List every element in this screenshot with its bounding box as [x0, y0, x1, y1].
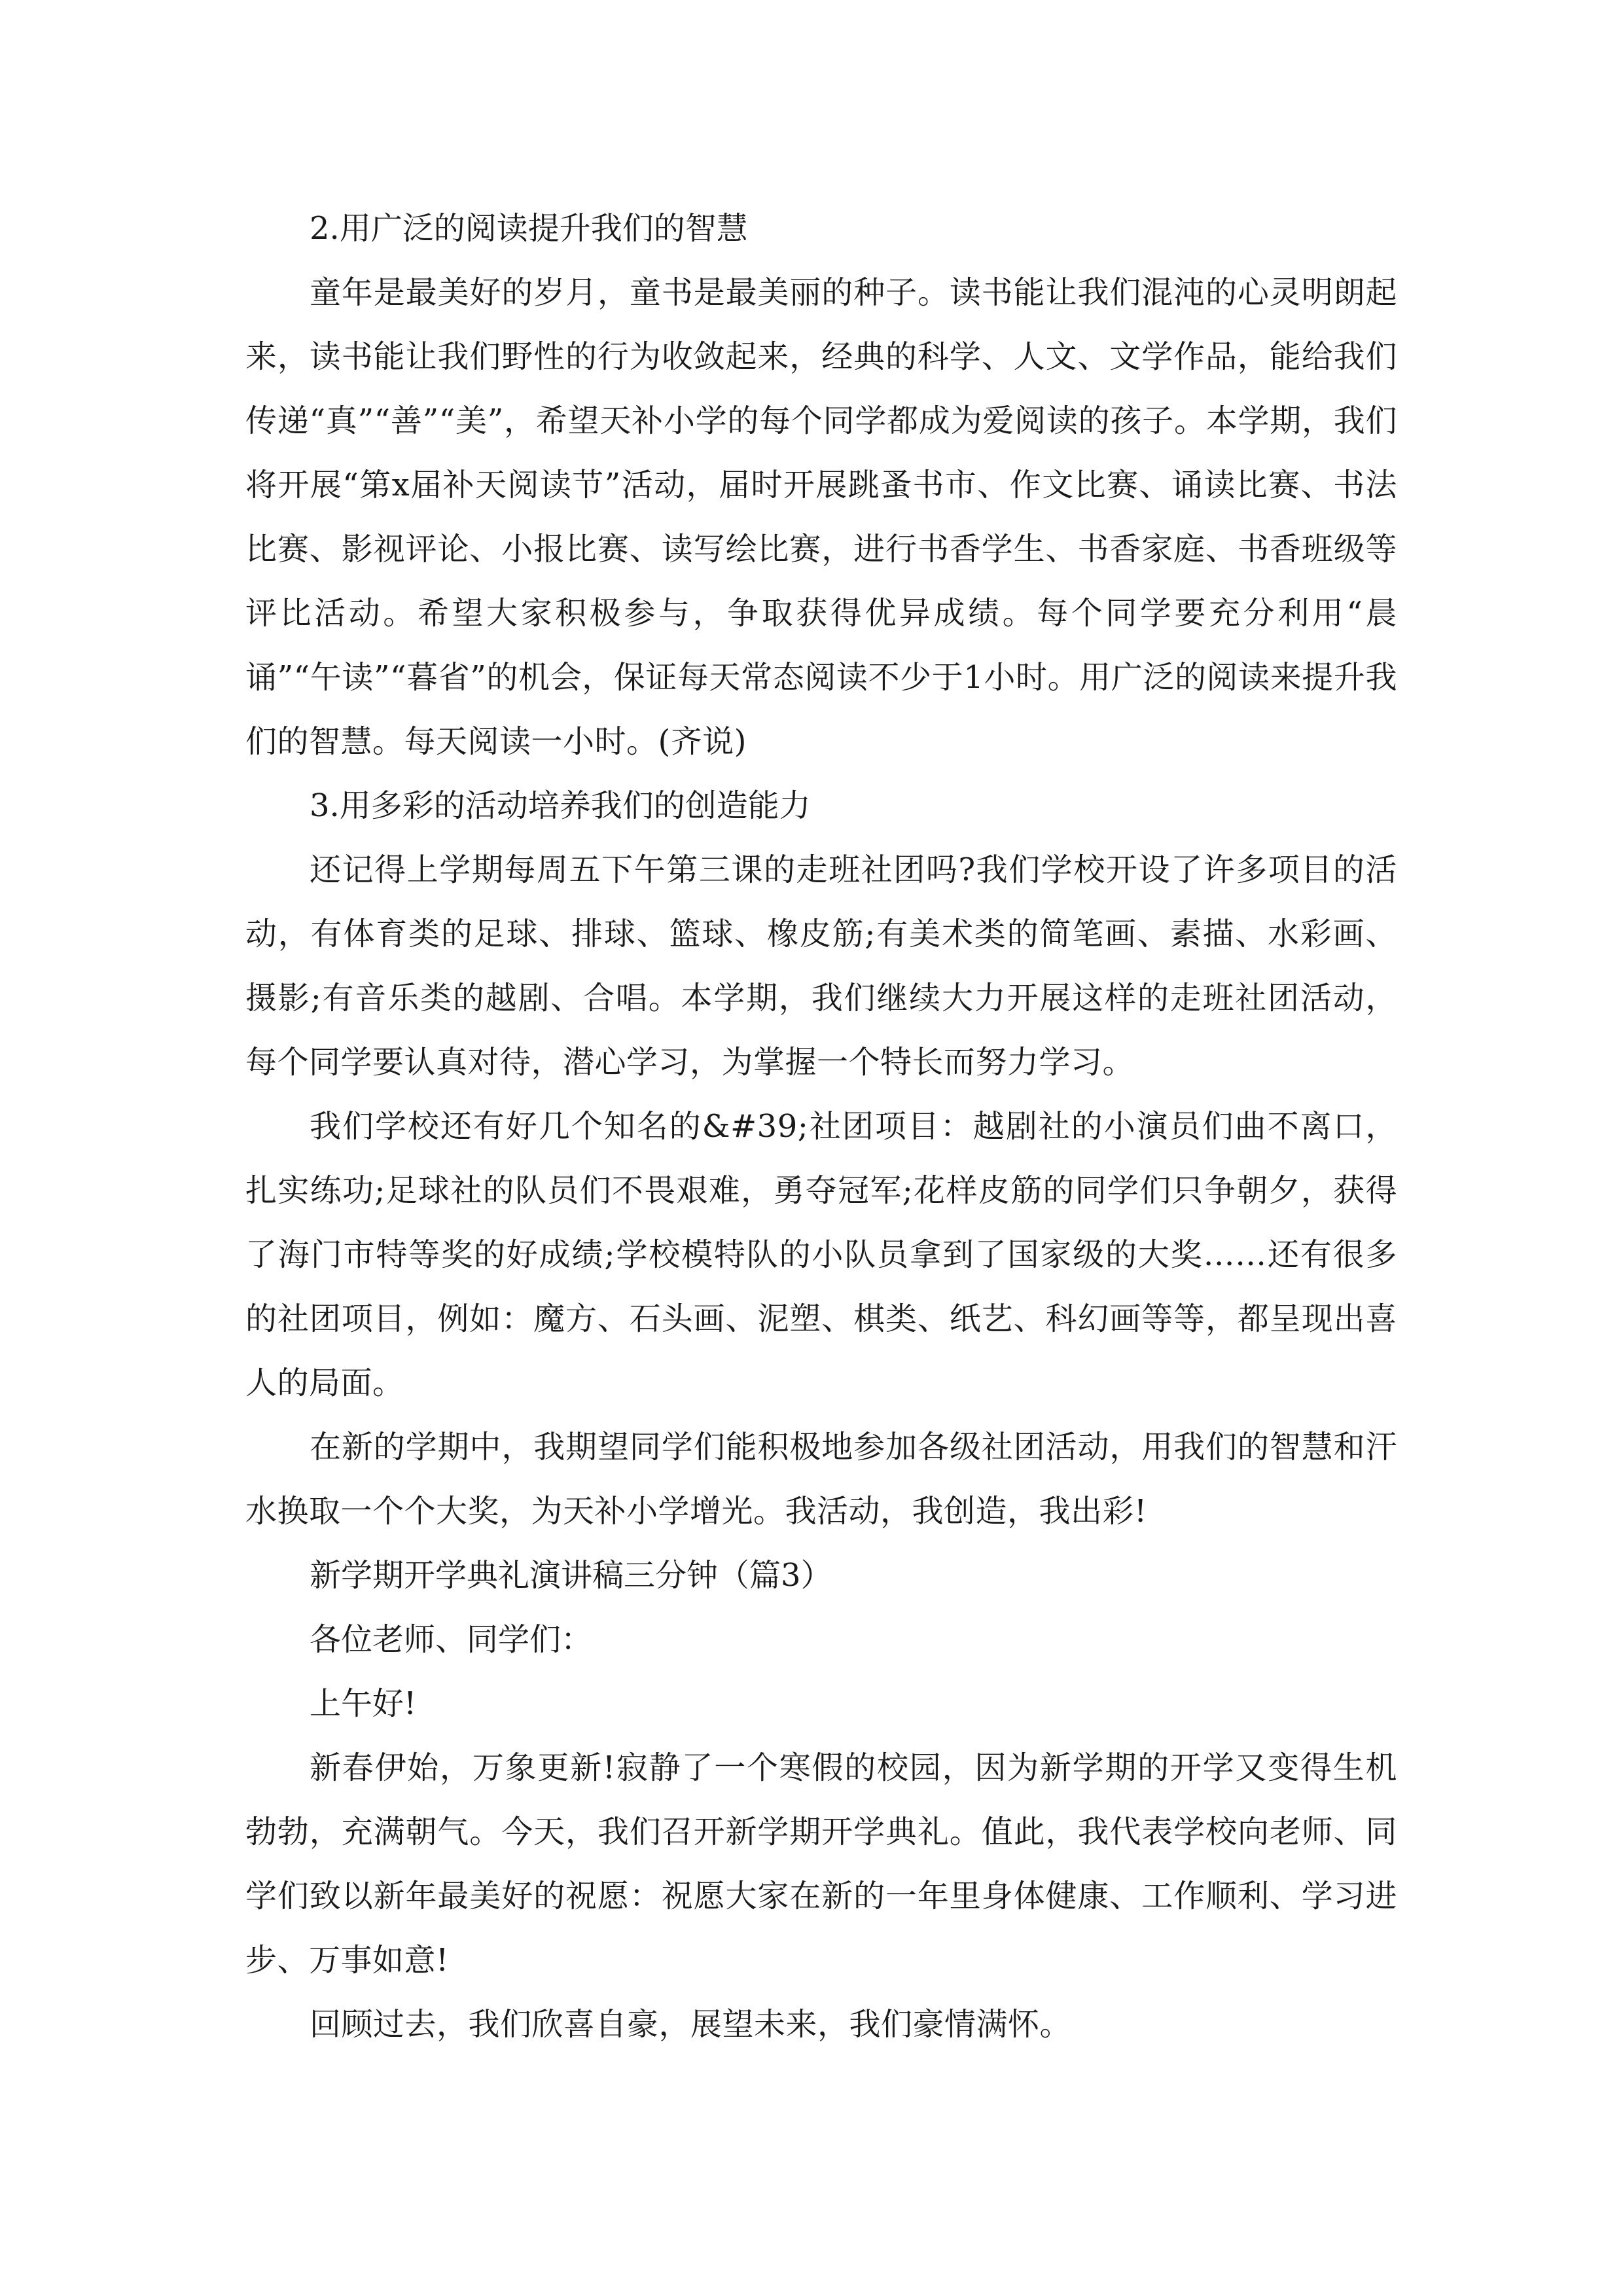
section3-paragraph-3: 在新的学期中，我期望同学们能积极地参加各级社团活动，用我们的智慧和汗水换取一个个大奖，为天补小学增光。我活动，我创造，我出彩!: [245, 1429, 1397, 1530]
greeting: 各位老师、同学们：: [310, 1621, 593, 1658]
section3-paragraph-2: 我们学校还有好几个知名的&#39;社团项目：越剧社的小演员们曲不离口，扎实练功;足球社的队员们不畏艰难，勇夺冠军;花样皮筋的同学们只争朝夕，获得了海门市特等奖的好成绩;学校模特队的小队员拿到了国家级的大奖……还有很多的社团项目，例如：魔方、石头画、泥塑、棋类、纸艺、科幻画等等，都呈现出喜人的局面。: [245, 1108, 1397, 1401]
good-morning: 上午好!: [310, 1685, 417, 1722]
section3-paragraph-1: 还记得上学期每周五下午第三课的走班社团吗?我们学校开设了许多项目的活动，有体育类的足球、排球、篮球、橡皮筋;有美术类的简笔画、素描、水彩画、摄影;有音乐类的越剧、合唱。本学期，我们继续大力开展这样的走班社团活动，每个同学要认真对待，潜心学习，为掌握一个特长而努力学习。: [245, 852, 1397, 1081]
piece3-title: 新学期开学典礼演讲稿三分钟（篇3）: [310, 1557, 832, 1594]
piece3-paragraph-2: 回顾过去，我们欣喜自豪，展望未来，我们豪情满怀。: [310, 2006, 1072, 2043]
piece3-paragraph-1: 新春伊始，万象更新!寂静了一个寒假的校园，因为新学期的开学又变得生机勃勃，充满朝气。今天，我们召开新学期开学典礼。值此，我代表学校向老师、同学们致以新年最美好的祝愿：祝愿大家在新的一年里身体健康、工作顺利、学习进步、万事如意!: [245, 1749, 1397, 1979]
section2-heading: 2.用广泛的阅读提升我们的智慧: [310, 210, 748, 247]
section3-heading: 3.用多彩的活动培养我们的创造能力: [310, 787, 811, 824]
section2-paragraph: 童年是最美好的岁月，童书是最美丽的种子。读书能让我们混沌的心灵明朗起来，读书能让我们野性的行为收敛起来，经典的科学、人文、文学作品，能给我们传递“真”“善”“美”，希望天补小学的每个同学都成为爱阅读的孩子。本学期，我们将开展“第x届补天阅读节”活动，届时开展跳蚤书市、作文比赛、诵读比赛、书法比赛、影视评论、小报比赛、读写绘比赛，进行书香学生、书香家庭、书香班级等评比活动。希望大家积极参与，争取获得优异成绩。每个同学要充分利用“晨诵”“午读”“暮省”的机会，保证每天常态阅读不少于1小时。用广泛的阅读来提升我们的智慧。每天阅读一小时。(齐说): [245, 274, 1397, 760]
document-body: [245, 196, 1397, 2056]
